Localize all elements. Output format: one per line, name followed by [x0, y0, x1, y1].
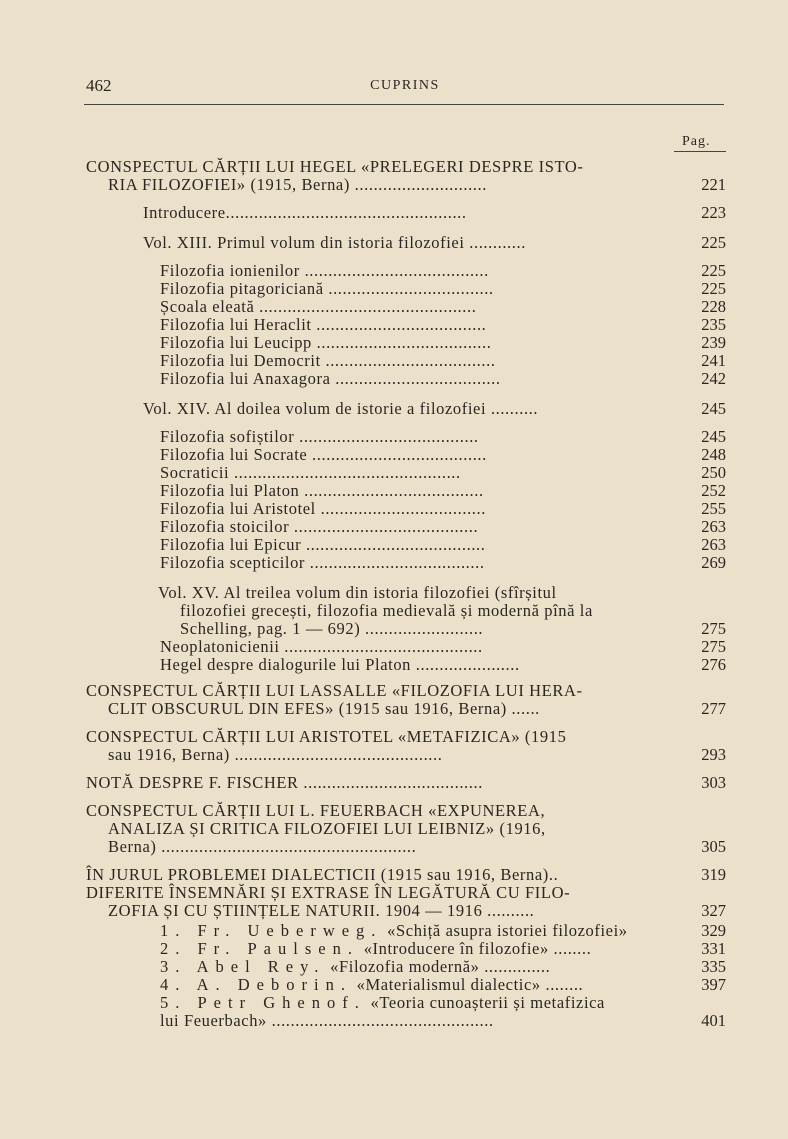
- toc-entry-line: [160, 1012, 788, 1030]
- toc-entry-line: [160, 656, 788, 674]
- toc-entry-text: Filozofia lui Socrate .....................................: [160, 445, 487, 464]
- toc-entry-line: [160, 518, 788, 536]
- toc-entry: [0, 446, 788, 464]
- toc-entry: [0, 464, 788, 482]
- toc-entry-author: 5. Petr Ghenof.: [160, 993, 366, 1012]
- toc-entry-text: CONSPECTUL CĂRȚII LUI ARISTOTEL «METAFIZICA» (1915: [86, 727, 567, 746]
- toc-page-number: 225: [701, 261, 726, 280]
- toc-entry-line: [160, 922, 788, 940]
- toc-entry-text: filozofiei grecești, filozofia medievală și modernă pînă la: [180, 601, 593, 620]
- toc-page-number: 228: [701, 297, 726, 316]
- toc-entry: [0, 536, 788, 554]
- toc-entry-line: [160, 280, 788, 298]
- toc-entry: [0, 482, 788, 500]
- toc-entry-line: [160, 298, 788, 316]
- toc-entry-text: Vol. XIV. Al doilea volum de istorie a filozofiei ..........: [143, 399, 539, 418]
- toc-page-number: 305: [701, 837, 726, 856]
- toc-entry: [0, 802, 788, 856]
- toc-entry-text: RIA FILOZOFIEI» (1915, Berna) ............................: [108, 175, 487, 194]
- toc-entry-text: Introducere...................................................: [143, 203, 467, 222]
- toc-page-number: 235: [701, 315, 726, 334]
- toc-entry: [0, 204, 788, 222]
- toc-entry-line: [160, 500, 788, 518]
- toc-entry-line: [158, 602, 788, 620]
- toc-page-number: 397: [701, 975, 726, 994]
- toc-page-number: 275: [701, 637, 726, 656]
- toc-entry: [0, 158, 788, 194]
- toc-entry-line: [86, 746, 788, 764]
- toc-page-number: 319: [701, 865, 726, 884]
- toc-page-number: 401: [701, 1011, 726, 1030]
- toc-entry-text: CONSPECTUL CĂRȚII LUI L. FEUERBACH «EXPUNEREA,: [86, 801, 546, 820]
- toc-entry-author: 2. Fr. Paulsen.: [160, 939, 359, 958]
- toc-entry-line: [160, 446, 788, 464]
- toc-entry-text: lui Feuerbach» ...............................................: [160, 1011, 494, 1030]
- toc-entry-text: CONSPECTUL CĂRȚII LUI HEGEL «PRELEGERI DESPRE ISTO-: [86, 157, 584, 176]
- toc-entry: [0, 866, 788, 884]
- toc-page-number: 269: [701, 553, 726, 572]
- page-header: [86, 76, 724, 96]
- toc-entry-line: [86, 774, 788, 792]
- pag-column-label: Pag.: [682, 134, 711, 149]
- toc-entry-line: [160, 352, 788, 370]
- toc-page-number: 248: [701, 445, 726, 464]
- toc-entry-line: [160, 958, 788, 976]
- toc-page-number: 263: [701, 517, 726, 536]
- toc-page-number: 263: [701, 535, 726, 554]
- toc-entry-line: [160, 464, 788, 482]
- toc-entry: [0, 940, 788, 958]
- toc-entry-text: Filozofia lui Epicur ......................................: [160, 535, 486, 554]
- toc-entry-line: [160, 976, 788, 994]
- toc-entry-text: ZOFIA ȘI CU ȘTIINȚELE NATURII. 1904 — 1916 ..........: [108, 901, 535, 920]
- toc-entry: [0, 280, 788, 298]
- toc-entry-line: [86, 682, 788, 700]
- toc-entry-text: ANALIZA ȘI CRITICA FILOZOFIEI LUI LEIBNIZ» (1916,: [108, 819, 546, 838]
- toc-page-number: 239: [701, 333, 726, 352]
- toc-entry-line: [143, 400, 788, 418]
- toc-entry: [0, 316, 788, 334]
- toc-entry-text: NOTĂ DESPRE F. FISCHER ......................................: [86, 773, 483, 792]
- toc-entry: [0, 584, 788, 638]
- toc-entry-text: Schelling, pag. 1 — 692) .........................: [180, 619, 484, 638]
- toc-entry-text: Filozofia sofiștilor ......................................: [160, 427, 479, 446]
- toc-entry-text: Vol. XIII. Primul volum din istoria filozofiei ............: [143, 233, 526, 252]
- toc-entry-line: [160, 428, 788, 446]
- toc-entry-line: [86, 728, 788, 746]
- toc-entry: [0, 638, 788, 656]
- toc-page-number: 327: [701, 901, 726, 920]
- toc-page-number: 225: [701, 233, 726, 252]
- toc-entry-line: [86, 902, 788, 920]
- toc-entry-line: [143, 234, 788, 252]
- toc-entry: [0, 234, 788, 252]
- toc-entry: [0, 774, 788, 792]
- toc-entry-text: Vol. XV. Al treilea volum din istoria filozofiei (sfîrșitul: [158, 583, 557, 602]
- toc-entry-line: [160, 482, 788, 500]
- toc-entry-text: CLIT OBSCURUL DIN EFES» (1915 sau 1916, Berna) ......: [108, 699, 540, 718]
- toc-entry-text: Neoplatonicienii ..........................................: [160, 637, 483, 656]
- toc-entry-text: Berna) ......................................................: [108, 837, 417, 856]
- toc-entry: [0, 682, 788, 718]
- toc-entry-text: Filozofia lui Leucipp .....................................: [160, 333, 492, 352]
- toc-entry-text: Filozofia scepticilor .....................................: [160, 553, 485, 572]
- toc-entry-line: [160, 316, 788, 334]
- toc-page-number: 277: [701, 699, 726, 718]
- toc-entry-text: Filozofia lui Democrit ....................................: [160, 351, 496, 370]
- toc-entry-line: [143, 204, 788, 222]
- toc-entry-text: Filozofia lui Heraclit ....................................: [160, 315, 487, 334]
- toc-page-number: 293: [701, 745, 726, 764]
- toc-entry-text: «Materialismul dialectic» ........: [351, 975, 584, 994]
- toc-page-number: 329: [701, 921, 726, 940]
- toc-page-number: 250: [701, 463, 726, 482]
- toc-entry-line: [86, 838, 788, 856]
- toc-entry: [0, 518, 788, 536]
- toc-entry: [0, 352, 788, 370]
- toc-entry: [0, 884, 788, 920]
- toc-entry-text: Filozofia lui Anaxagora ...................................: [160, 369, 501, 388]
- toc-entry: [0, 554, 788, 572]
- toc-page-number: 241: [701, 351, 726, 370]
- toc-entry-line: [160, 940, 788, 958]
- toc-entry: [0, 334, 788, 352]
- toc-page-number: 245: [701, 399, 726, 418]
- toc-entry-line: [158, 620, 788, 638]
- toc-entry-text: Școala eleată ..............................................: [160, 297, 477, 316]
- toc-entry-author: 4. A. Deborin.: [160, 975, 352, 994]
- toc-entry-line: [158, 584, 788, 602]
- toc-entry-line: [160, 334, 788, 352]
- toc-page-number: 335: [701, 957, 726, 976]
- toc-page-number: 255: [701, 499, 726, 518]
- toc-entry-text: Filozofia lui Aristotel ...................................: [160, 499, 486, 518]
- toc-page-number: 242: [701, 369, 726, 388]
- page-number: 462: [86, 76, 112, 95]
- toc-entry-text: «Filozofia modernă» ..............: [325, 957, 551, 976]
- toc-page-number: 225: [701, 279, 726, 298]
- toc-entry-line: [160, 536, 788, 554]
- toc-entry-text: ÎN JURUL PROBLEMEI DIALECTICII (1915 sau 1916, Berna)..: [86, 865, 559, 884]
- toc-page-number: 303: [701, 773, 726, 792]
- header-rule: [84, 104, 724, 105]
- toc-entry-line: [160, 554, 788, 572]
- toc-entry: [0, 728, 788, 764]
- toc-entry-line: [86, 176, 788, 194]
- toc-page-number: 223: [701, 203, 726, 222]
- toc-entry-line: [86, 802, 788, 820]
- toc-entry-line: [160, 370, 788, 388]
- toc-entry-line: [86, 158, 788, 176]
- toc-entry: [0, 994, 788, 1030]
- toc-entry: [0, 262, 788, 280]
- toc-entry-line: [160, 262, 788, 280]
- toc-entry: [0, 428, 788, 446]
- toc-entry: [0, 500, 788, 518]
- toc-entry-text: Filozofia pitagoriciană ...................................: [160, 279, 494, 298]
- toc-entry-text: «Introducere în filozofie» ........: [358, 939, 592, 958]
- toc-entry-text: Filozofia stoicilor .......................................: [160, 517, 479, 536]
- toc-entry: [0, 958, 788, 976]
- toc-entry: [0, 298, 788, 316]
- pag-rule: [674, 151, 726, 152]
- toc-page-number: 331: [701, 939, 726, 958]
- toc-page-number: 221: [701, 175, 726, 194]
- toc-entry-text: Hegel despre dialogurile lui Platon ......................: [160, 655, 520, 674]
- toc-entry-line: [86, 884, 788, 902]
- toc-entry-text: «Teoria cunoașterii și metafizica: [365, 993, 605, 1012]
- toc-entry-line: [86, 866, 788, 884]
- toc-entry-line: [160, 994, 788, 1012]
- toc-entry-line: [86, 700, 788, 718]
- toc-entry-text: sau 1916, Berna) ............................................: [108, 745, 443, 764]
- toc-entry-text: «Schiță asupra istoriei filozofiei»: [382, 921, 628, 940]
- toc-page-number: 245: [701, 427, 726, 446]
- toc-entry-author: 3. Abel Rey.: [160, 957, 326, 976]
- toc-entry: [0, 922, 788, 940]
- toc-entry: [0, 976, 788, 994]
- toc-page-number: 275: [701, 619, 726, 638]
- toc-entry: [0, 400, 788, 418]
- toc-page-number: 252: [701, 481, 726, 500]
- toc-entry-text: Filozofia ionienilor .......................................: [160, 261, 489, 280]
- table-of-contents: [0, 158, 788, 1030]
- toc-entry-text: DIFERITE ÎNSEMNĂRI ȘI EXTRASE ÎN LEGĂTURĂ CU FILO-: [86, 883, 571, 902]
- toc-entry-line: [86, 820, 788, 838]
- toc-entry: [0, 370, 788, 388]
- toc-entry: [0, 656, 788, 674]
- toc-entry-line: [160, 638, 788, 656]
- toc-entry-text: Socraticii ................................................: [160, 463, 461, 482]
- toc-page-number: 276: [701, 655, 726, 674]
- toc-entry-author: 1. Fr. Ueberweg.: [160, 921, 383, 940]
- toc-entry-text: CONSPECTUL CĂRȚII LUI LASSALLE «FILOZOFIA LUI HERA-: [86, 681, 583, 700]
- running-title: CUPRINS: [370, 78, 440, 93]
- toc-entry-text: Filozofia lui Platon ......................................: [160, 481, 484, 500]
